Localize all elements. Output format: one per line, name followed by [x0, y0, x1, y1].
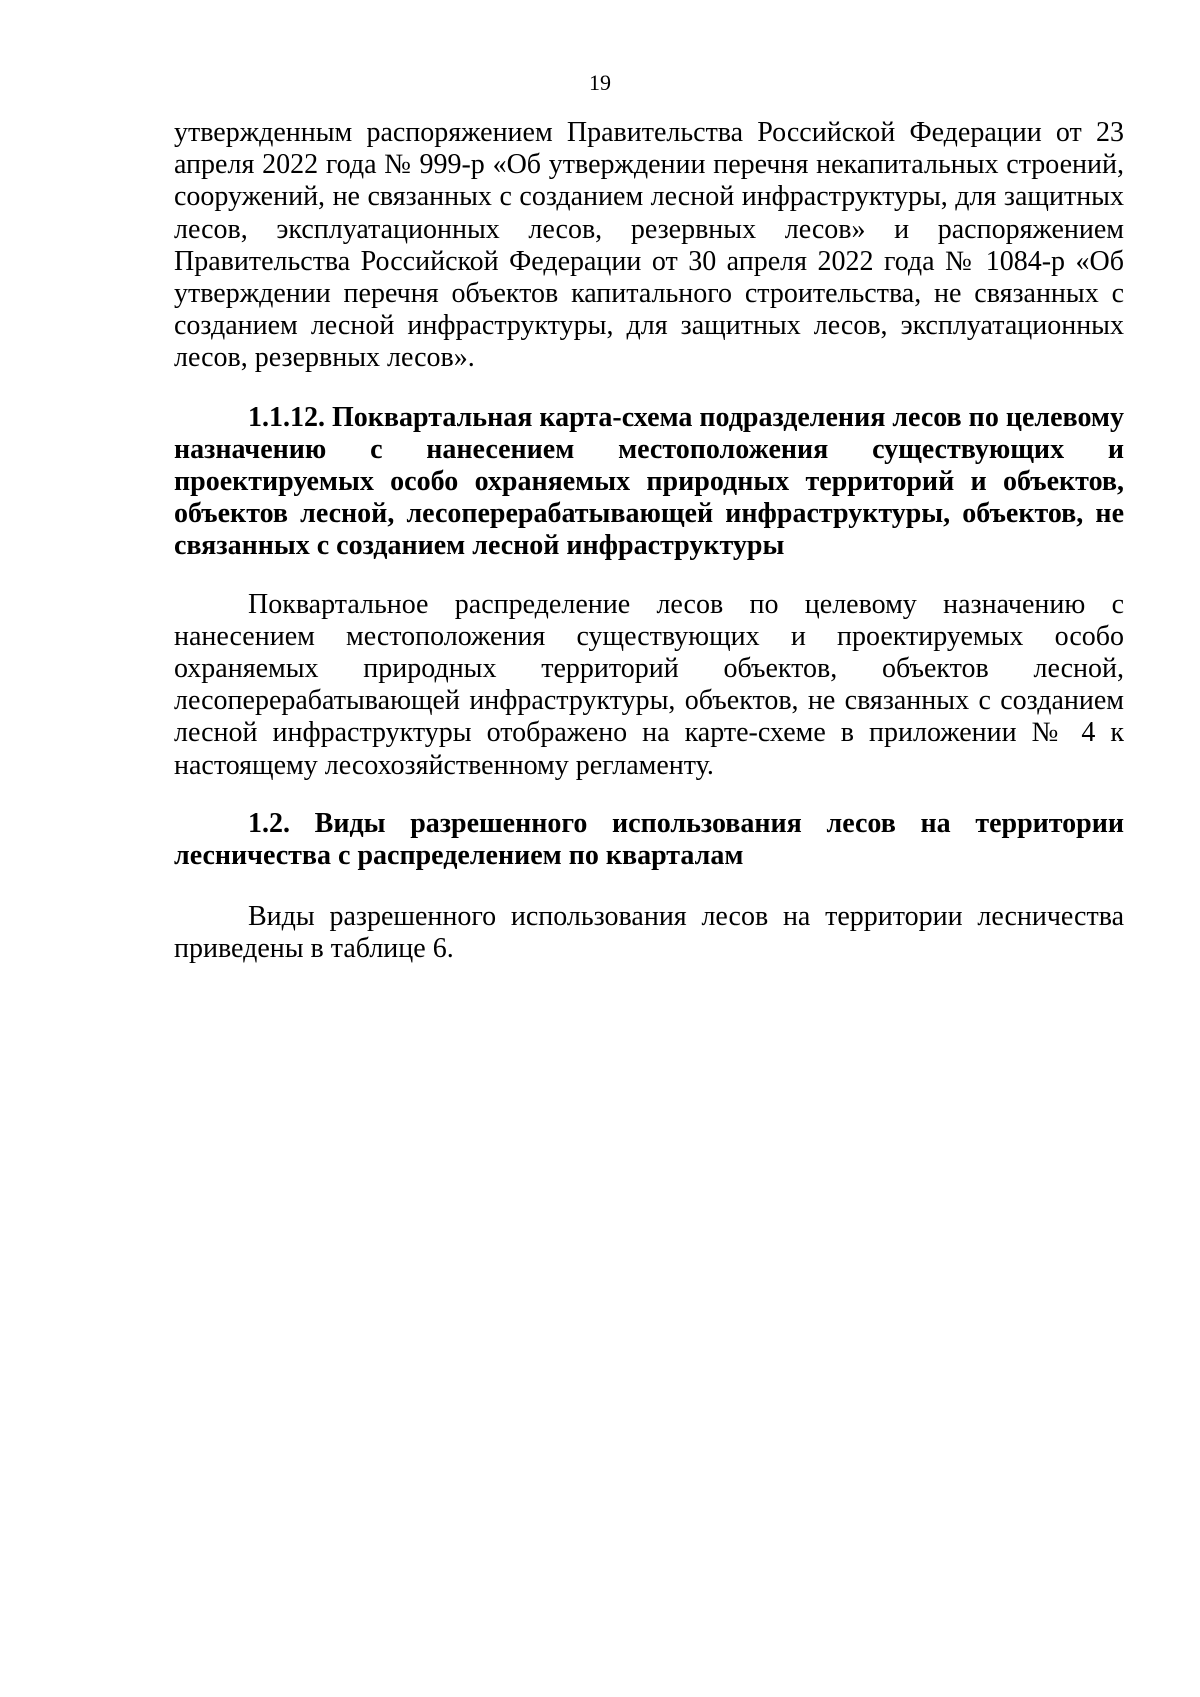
section-1-2-heading: 1.2. Виды разрешенного использования лесов на территории лесничества с распределением по кварталам — [174, 807, 1124, 872]
section-1-1-12-paragraph: Поквартальное распределение лесов по целевому назначению с нанесением местоположения существующих и проектируемых особо охраняемых природных территорий объектов, объектов лесной, лесоперерабатывающей инфраструктуры, объектов, не связанных с созданием лесной инфраструктуры отображено на карте-схеме в приложении № 4 к настоящему лесохозяйственному регламенту. — [174, 588, 1124, 781]
intro-paragraph: утвержденным распоряжением Правительства Российской Федерации от 23 апреля 2022 года № 999-р «Об утверждении перечня некапитальных строений, сооружений, не связанных с созданием лесной инфраструктуры, для защитных лесов, эксплуатационных лесов, резервных лесов» и распоряжением Правительства Российской Федерации от 30 апреля 2022 года № 1084-р «Об утверждении перечня объектов капитального строительства, не связанных с созданием лесной инфраструктуры, для защитных лесов, эксплуатационных лесов, резервных лесов». — [174, 117, 1124, 374]
document-body — [174, 117, 1124, 966]
section-1-1-12-heading: 1.1.12. Поквартальная карта-схема подразделения лесов по целевому назначению с нанесением местоположения существующих и проектируемых особо охраняемых природных территорий и объектов, объектов лесной, лесоперерабатывающей инфраструктуры, объектов, не связанных с созданием лесной инфраструктуры — [174, 401, 1124, 562]
section-1-2-paragraph: Виды разрешенного использования лесов на территории лесничества приведены в таблице 6. — [174, 901, 1124, 965]
page-number: 19 — [589, 70, 611, 95]
